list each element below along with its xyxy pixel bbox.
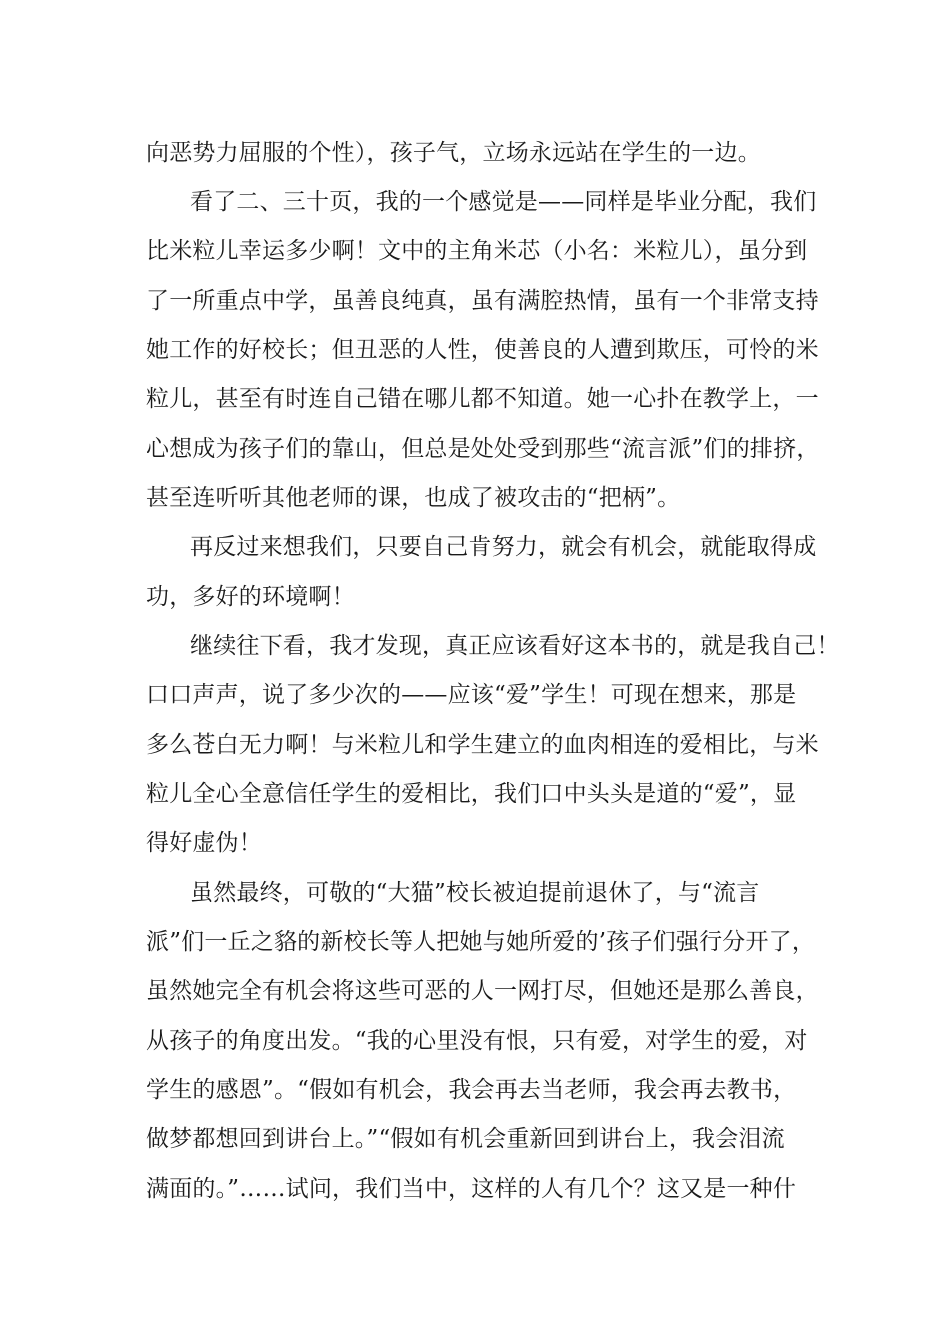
text-line: 她工作的好校长；但丑恶的人性，使善良的人遭到欺压，可怜的米 — [146, 337, 819, 363]
text-line: 满面的。”……试问，我们当中，这样的人有几个？这又是一种什 — [146, 1176, 797, 1202]
text-line: 虽然最终，可敬的“大猫”校长被迫提前退休了，与“流言 — [190, 880, 760, 906]
text-line: 甚至连听听其他老师的课，也成了被攻击的“把柄”。 — [146, 485, 681, 511]
text-line: 从孩子的角度出发。“我的心里没有恨，只有爱，对学生的爱，对 — [146, 1028, 808, 1054]
text-line: 学生的感恩”。“假如有机会，我会再去当老师，我会再去教书， — [146, 1077, 797, 1103]
text-line: 派”们一丘之貉的新校长等人把她与她所爱的’孩子们强行分开了， — [146, 929, 816, 955]
text-line: 心想成为孩子们的靠山，但总是处处受到那些“流言派”们的排挤， — [146, 436, 820, 462]
text-line: 粒儿，甚至有时连自己错在哪儿都不知道。她一心扑在教学上，一 — [146, 386, 819, 412]
text-line: 向恶势力屈服的个性），孩子气，立场永远站在学生的一边。 — [146, 140, 761, 166]
text-line: 功，多好的环境啊！ — [146, 584, 355, 610]
text-line: 做梦都想回到讲台上。”“假如有机会重新回到讲台上，我会泪流 — [146, 1126, 785, 1152]
text-line: 再反过来想我们，只要自己肯努力，就会有机会，就能取得成 — [190, 534, 817, 560]
text-line: 了一所重点中学，虽善良纯真，虽有满腔热情，虽有一个非常支持 — [146, 288, 819, 314]
text-line: 口口声声，说了多少次的——应该“爱”学生！可现在想来，那是 — [146, 682, 797, 708]
text-line: 继续往下看，我才发现，真正应该看好这本书的，就是我自己！ — [190, 633, 840, 659]
text-line: 看了二、三十页，我的一个感觉是——同样是毕业分配，我们 — [190, 189, 817, 215]
text-line: 得好虚伪！ — [146, 830, 262, 856]
text-line: 粒儿全心全意信任学生的爱相比，我们口中头头是道的“爱”，显 — [146, 781, 797, 807]
text-line: 多么苍白无力啊！与米粒儿和学生建立的血肉相连的爱相比，与米 — [146, 732, 819, 758]
text-line: 虽然她完全有机会将这些可恶的人一网打尽，但她还是那么善良， — [146, 978, 819, 1004]
text-line: 比米粒儿幸运多少啊！文中的主角米芯（小名：米粒儿），虽分到 — [146, 238, 808, 264]
